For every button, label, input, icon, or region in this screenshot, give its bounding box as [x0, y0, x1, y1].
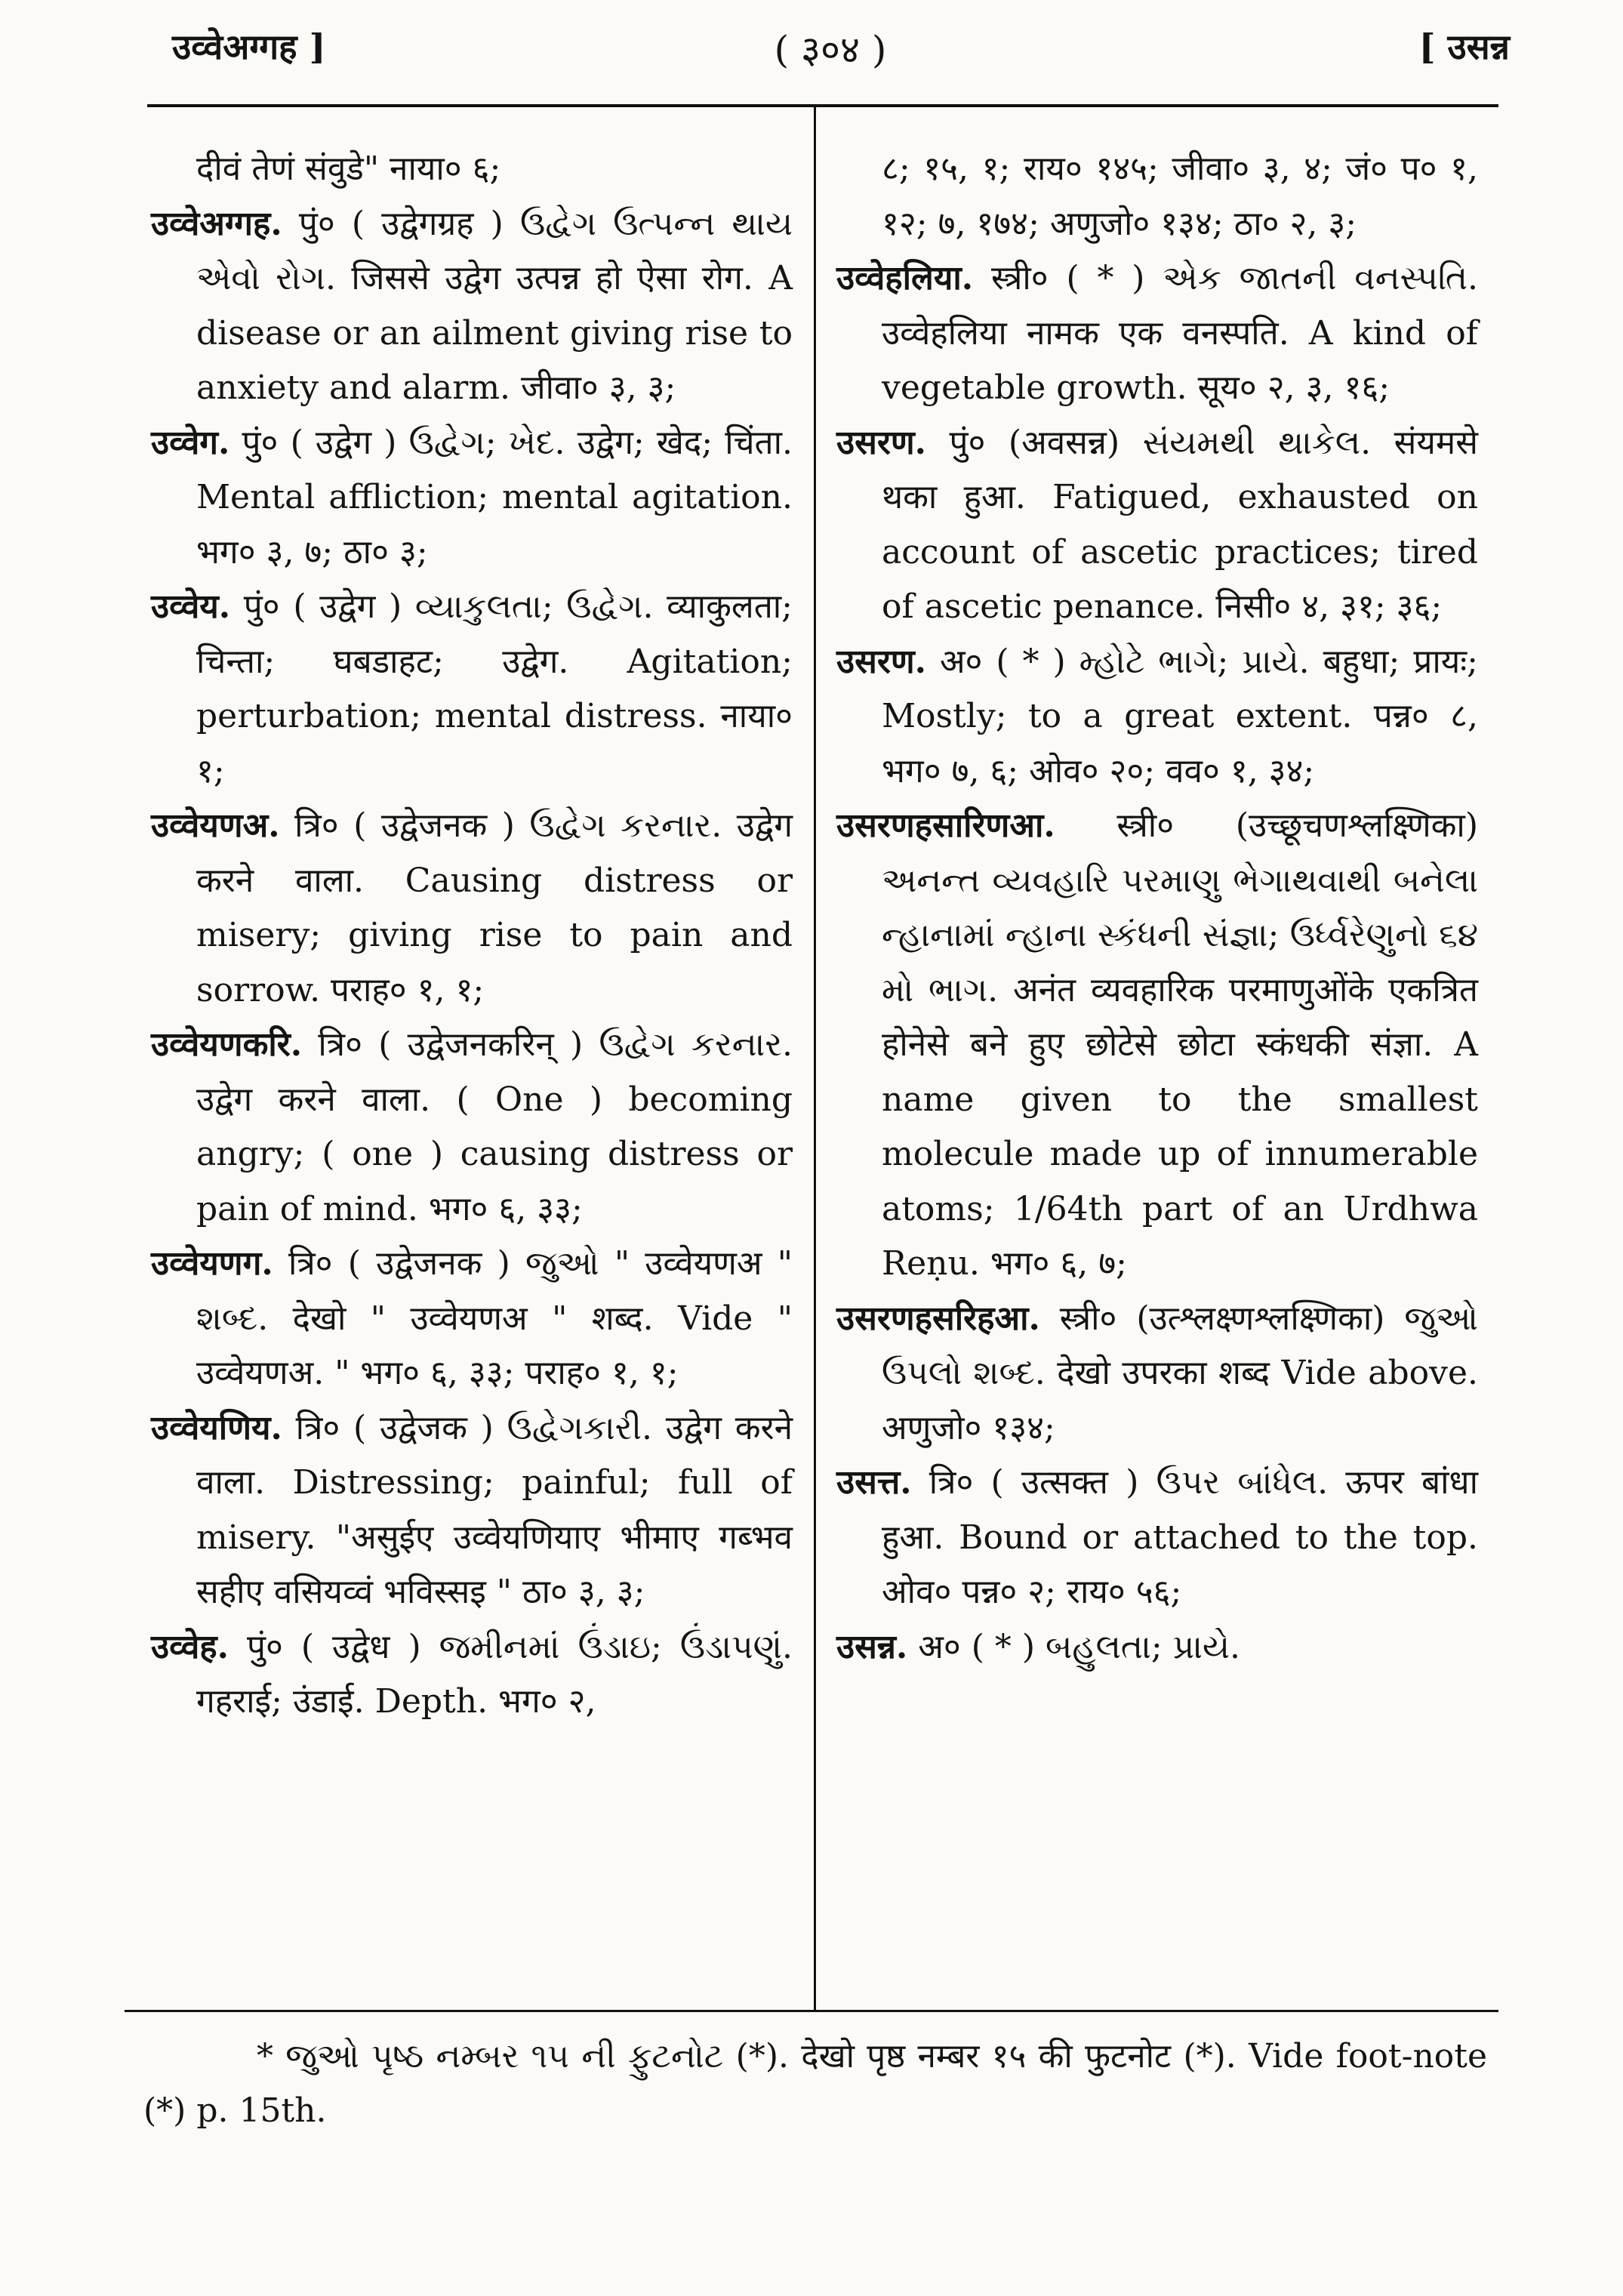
- footnote-rule: [125, 2010, 1498, 2012]
- entry-headword: उव्वेअग्गह.: [151, 204, 282, 243]
- entry-headword: उव्वेयणिय.: [151, 1408, 282, 1447]
- right-column: [836, 142, 1478, 1675]
- entry-headword: उसत्त.: [836, 1463, 912, 1502]
- footnote: * જુઓ પૃષ્ઠ નમ્બર ૧૫ ની ફુટનોટ (*). देखो पृष्ठ नम्बर १५ की फुटनोट (*). Vide foot-note (*) p. 15th.: [143, 2037, 1487, 2130]
- entry-continuation: दीवं तेणं संवुडे" नाया० ६;: [196, 149, 501, 188]
- entry-definition: त्रि० ( उद्वेजक ) ઉદ્વેગકારી. उद्वेग करने वाला. Distressing; painful; full of misery. "असुईए उव्वेयणियाए भीमाए गब्भव सहीए वसियव्वं भविस्सइ " ठा० ३, ३;: [196, 1408, 793, 1611]
- entry-headword: उसरण.: [836, 642, 926, 681]
- dictionary-entry: [836, 799, 1478, 1292]
- entry-definition: अ० ( * ) મ્હોટે ભાગે; પ્રાયે. बहुधा; प्रायः; Mostly; to a great extent. पन्न० ८, भग० ७, ६; ओव० २०; वव० १, ३४;: [882, 642, 1478, 791]
- header-rule: [147, 104, 1498, 107]
- dictionary-entry: [151, 416, 793, 581]
- dictionary-entry: [836, 1456, 1478, 1620]
- entry-headword: उसरणहसरिहआ.: [836, 1299, 1040, 1338]
- entry-headword: उव्वेह.: [151, 1627, 229, 1666]
- entry-definition: अ० ( * ) બહુલતા; પ્રાયે.: [907, 1627, 1241, 1666]
- dictionary-entry: [836, 635, 1478, 800]
- column-divider: [814, 107, 816, 2010]
- entry-definition: पुं० (अवसन्न) સંયમથી થાકેલ. संयमसे थका हुआ. Fatigued, exhausted on account of ascetic practices; tired of ascetic penance. निसी० ४, ३१; ३६;: [882, 423, 1478, 626]
- entry-headword: उव्वेयणअ.: [151, 806, 280, 845]
- dictionary-entry: [151, 1620, 793, 1730]
- entry-definition: स्त्री० (उच्छूचणश्लक्ष्णिका) અનન્ત વ્યવહારિ પરમાણુ ભેગાથવાથી બનેલા ન્હાનામાં ન્હાના સ્કંધની સંજ્ઞા; ઉર્ધ્વરેણુનો ૬૪ મો ભાગ. अनंत व्यवहारिक परमाणुओंके एकत्रित होनेसे बने हुए छोटेसे छोटा स्कंधकी संज्ञा. A name given to the smallest molecule made up of innumerable atoms; 1/64th part of an Urdhwa Reṇu. भग० ६, ७;: [882, 806, 1478, 1283]
- entry-definition: त्रि० ( उद्वेजनक ) જુઓ " उव्वेयणअ " શબ્દ. देखो " उव्वेयणअ " शब्द. Vide " उव्वेयणअ. " भग० ६, ३३; पराह० १, १;: [196, 1244, 793, 1392]
- entry-headword: उव्वेय.: [151, 587, 231, 626]
- entry-definition: स्त्री० (उत्श्लक्ष्णश्लक्ष्णिका) જુઓ ઉપલો શબ્દ. देखो उपरका शब्द Vide above. अणुजो० १३४;: [882, 1299, 1478, 1447]
- dictionary-entry: [836, 1292, 1478, 1456]
- dictionary-entry: [151, 580, 793, 799]
- entry-headword: उव्वेयणकरि.: [151, 1025, 303, 1064]
- entry-continuation: ८; १५, १; राय० १४५; जीवा० ३, ४; जं० प० १, १२; ७, १७४; अणुजो० १३४; ठा० २, ३;: [882, 149, 1478, 243]
- dictionary-entry: [151, 197, 793, 416]
- dictionary-entry: [151, 799, 793, 1018]
- entry-headword: उसन्न.: [836, 1627, 908, 1666]
- dictionary-entry: [836, 416, 1478, 635]
- entry-definition: त्रि० ( उद्वेजनक ) ઉદ્વેગ કરનાર. उद्वेग करने वाला. Causing distress or misery; giving rise to pain and sorrow. पराह० १, १;: [196, 806, 793, 1009]
- dictionary-entry: [151, 1018, 793, 1237]
- page-number: ( ३०४ ): [774, 28, 887, 72]
- header-right-guideword: [ उसन्न: [1418, 26, 1510, 67]
- entry-definition: स्त्री० ( * ) એક જાતની વનસ્પતિ. उव्वेहलिया नामक एक वनस्पति. A kind of vegetable growth. सूय० २, ३, १६;: [882, 259, 1478, 407]
- entry-definition: त्रि० ( उद्वेजनकरिन् ) ઉદ્વેગ કરનાર. उद्वेग करने वाला. ( One ) becoming angry; ( one ) causing distress or pain of mind. भग० ६, ३३;: [196, 1025, 793, 1228]
- entry-definition: पुं० ( उद्वेगग्रह ) ઉદ્વેગ ઉત્પન્ન થાય એવો રોગ. जिससे उद्वेग उत्पन्न हो ऐसा रोग. A disease or an ailment giving rise to anxiety and alarm. जीवा० ३, ३;: [196, 204, 793, 407]
- entry-definition: पुं० ( उद्वेध ) જમીનમાં ઉંડાઇ; ઉંડાપણું. गहराई; उंडाई. Depth. भग० २,: [196, 1627, 793, 1721]
- entry-headword: उसरणहसारिणआ.: [836, 806, 1055, 845]
- entry-headword: उसरण.: [836, 423, 926, 462]
- dictionary-entry: [836, 251, 1478, 416]
- dictionary-entry: [151, 1237, 793, 1401]
- dictionary-entry: [151, 1401, 793, 1620]
- entry-headword: उव्वेयणग.: [151, 1244, 273, 1283]
- entry-definition: पुं० ( उद्वेग ) ઉદ્વેગ; ખેદ. उद्वेग; खेद; चिंता. Mental affliction; mental agitation. भग० ३, ७; ठा० ३;: [196, 423, 793, 572]
- entry-definition: त्रि० ( उत्सक्त ) ઉપર બાંધેલ. ऊपर बांधा हुआ. Bound or attached to the top. ओव० पन्न० २; राय० ५६;: [882, 1463, 1478, 1611]
- dictionary-entry: [836, 1620, 1478, 1675]
- left-column: [151, 142, 793, 1730]
- header-left-guideword: उव्वेअग्गह ]: [172, 26, 326, 67]
- entry-headword: उव्वेहलिया.: [836, 259, 974, 297]
- entry-definition: पुं० ( उद्वेग ) વ્યાકુલતા; ઉદ્વેગ. व्याकुलता; चिन्ता; घबडाहट; उद्वेग. Agitation; perturbation; mental distress. नाया० १;: [196, 587, 793, 791]
- entry-headword: उव्वेग.: [151, 423, 230, 462]
